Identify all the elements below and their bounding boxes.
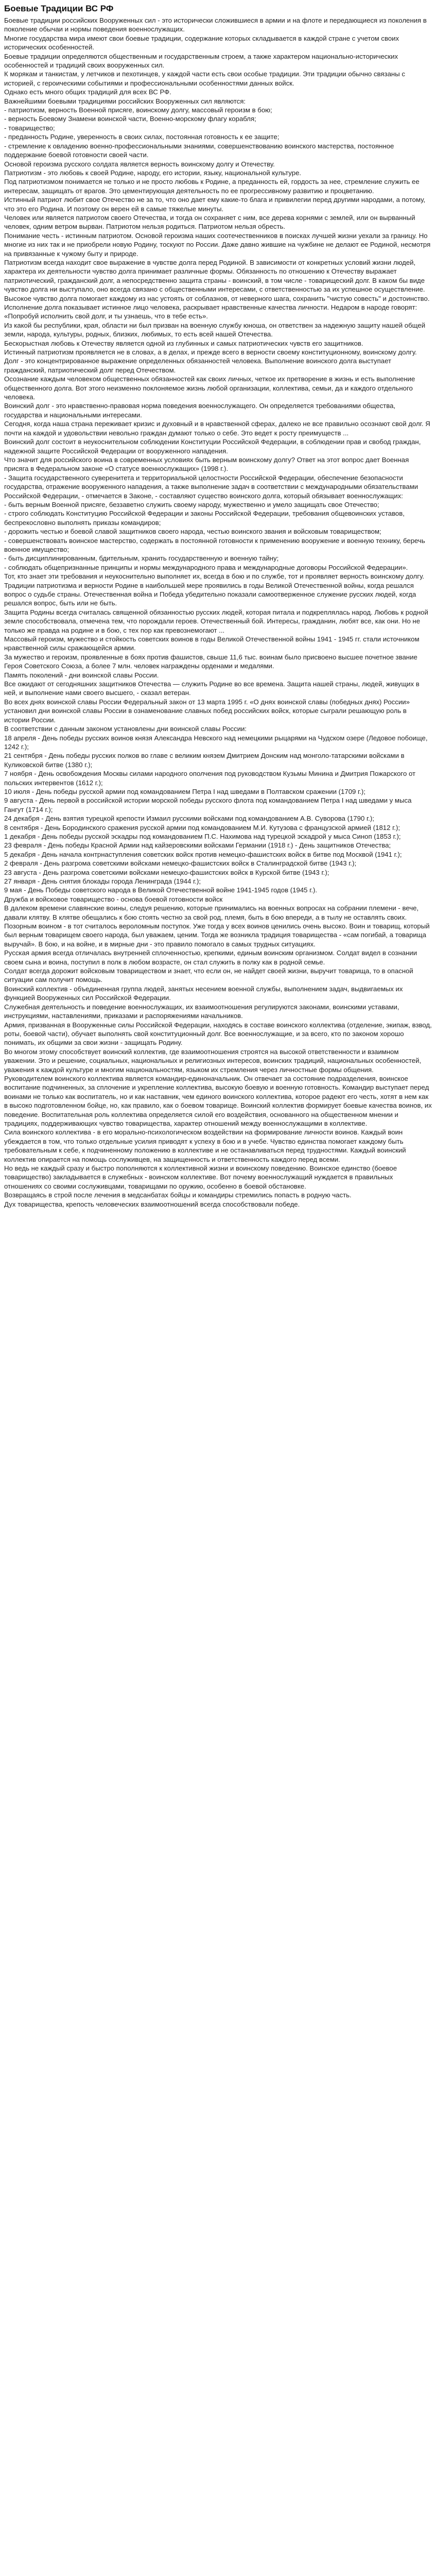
paragraph: Воинский коллектив - объединенная группа людей, занятых несением военной службы, выполнением задач, выдвигаемых их функцией Вооруженных сил Российской Федерации.	[4, 985, 403, 1002]
paragraph: - быть дисциплинированным, бдительным, хранить государственную и военную тайну;	[4, 554, 279, 563]
document-page	[0, 0, 436, 1215]
paragraph: Из какой бы республики, края, области ни был призван на военную службу юноша, он ответствен за надежную защиту нашей общей земли, народа, культуры, родных, близких, любимых, то есть всей нашей Отечества.	[4, 321, 426, 338]
paragraph: 21 сентября - День победы русских полков во главе с великим князем Дмитрием Донским над монголо-татарскими войсками в Куликовской битве (1380 г.);	[4, 752, 405, 769]
paragraph: Традиции патриотизма и верности Родине в наибольшей мере проявились в годы Великой Отечественной войны, когда решался вопрос о судьбе страны. Отечественная война и Победа убедительно показали самоотверженное служение русских людей, когда решался вопрос, быть или не быть.	[4, 581, 416, 607]
paragraph: Защита Родины всегда считалась священной обязанностью русских людей, которая питала и подкреплялась народ. Любовь к родной земле способствовала, отмечена тем, что порождали героев. Отечественный бой. Интересы, гражданин, любят все, как они. Но не только же правда на родине и в бою, с тех пор как превознемогают ...	[4, 608, 428, 634]
paragraph: Бескорыстная любовь к Отечеству является одной из глубинных и самых патриотических чувств его защитников.	[4, 339, 363, 347]
paragraph: Осознание каждым человеком общественных обязанностей как своих личных, четкое их претворение в жизнь и есть выполнение общественного долга. Вот этого неизменно поклоняемое жизнь любой организации, коллектива, семьи, да и каждого отдельного человека.	[4, 375, 415, 401]
paragraph: - патриотизм, верность Военной присяге, воинскому долгу, массовый героизм в бою;	[4, 106, 272, 114]
paragraph: - соблюдать общепризнанные принципы и нормы международного права и международные договоры Российской Федерации».	[4, 563, 408, 571]
paragraph: Долг - это концентрированное выражение определенных обязанностей человека. Выполнение воинского долга выступает гражданский, патриотический долг перед Отечеством.	[4, 357, 392, 374]
paragraph: Во всех днях воинской славы России Федеральный закон от 13 марта 1995 г. «О днях воинской славы (победных днях) России» установил дни воинской славы России в ознаменование славных побед российских войск, которые сыграли решающую роль в истории России.	[4, 698, 410, 724]
paragraph: Тот, кто знает эти требования и неукоснительно выполняет их, всегда в бою и по службе, тот и проявляет верность воинскому долгу.	[4, 572, 425, 581]
paragraph: - преданность Родине, уверенность в своих силах, постоянная готовность к ее защите;	[4, 133, 280, 141]
paragraph: Во многом этому способствует воинский коллектив, где взаимоотношения строятся на высокой ответственности и взаимном уважении. Это и решение, социальных, национальных и религиозных интересов, воинских традиций, национальных особенностей, уважения к каждой культуре и многим национальностям, языком их стремления через личностные формы общения.	[4, 1047, 422, 1074]
paragraph: Армия, призванная в Вооруженные силы Российской Федерации, находясь в составе воинского коллектива (отделение, экипаж, взвод, роты, боевой части), обучает выполнять свой конституционный долг. Все военнослужащие, и за всего, кто по законом хорошо понимать, их общими за свои жизни - защищать Родину.	[4, 1021, 432, 1047]
paragraph: Память поколений - дни воинской славы России.	[4, 671, 159, 679]
paragraph: Что значит для российского воина в современных условиях быть верным воинскому долгу? Ответ на этот вопрос дает Военная присяга в Федеральном законе «О статусе военнослужащих» (1998 г.).	[4, 455, 409, 473]
article-body	[4, 16, 432, 1209]
paragraph: 10 июля - День победы русской армии под командованием Петра I над шведами в Полтавском сражении (1709 г.);	[4, 787, 365, 795]
paragraph: 24 декабря - День взятия турецкой крепости Измаил русскими войсками под командованием А.В. Суворова (1790 г.);	[4, 815, 374, 823]
paragraph: 7 ноября - День освобождения Москвы силами народного ополчения под руководством Кузьмы Минина и Дмитрия Пожарского от польских интервентов (1612 г.);	[4, 770, 416, 787]
paragraph: 2 февраля - День разгрома советскими войсками немецко-фашистских войск в Сталинградской битве (1943 г.);	[4, 859, 357, 868]
paragraph: Однако есть много общих традиций для всех ВС РФ.	[4, 88, 171, 96]
paragraph: Возвращаясь в строй после лечения в медсанбатах бойцы и командиры стремились попасть в родную часть.	[4, 1191, 352, 1199]
paragraph: 9 мая - День Победы советского народа в Великой Отечественной войне 1941-1945 годов (1945 г.).	[4, 886, 318, 894]
paragraph: 5 декабря - День начала контрнаступления советских войск против немецко-фашистских войск в битве под Москвой (1941 г.);	[4, 850, 402, 858]
paragraph: - совершенствовать воинское мастерство, содержать в постоянной готовности к применению вооружение и военную технику, беречь военное имущество;	[4, 536, 425, 553]
paragraph: Но ведь не каждый сразу и быстро пополняются к коллективной жизни и воинскому поведению. Воинское единство (боевое товарищество) закладывается в служебных - воинском коллективе. Вот почему военнослужащий нуждается в правильных отношениях со своими сослуживцами, товарищами по оружию, особенно в боевой обстановке.	[4, 1164, 397, 1190]
paragraph: 9 августа - День первой в российской истории морской победы русского флота под командованием Петра I над шведами у мыса Гангут (1714 г.);	[4, 796, 412, 814]
paragraph: Истинный патриот любит свое Отечество не за то, что оно дает ему какие-то блага и привилегии перед другими народами, а потому, что это его Родина. И поэтому он верен ей в самые тяжелые минуты.	[4, 196, 426, 213]
page-title: Боевые Традиции ВС РФ	[4, 4, 114, 13]
paragraph: Истинный патриотизм проявляется не в словах, а в делах, и прежде всего в верности своему конституционному, воинскому долгу.	[4, 348, 417, 357]
paragraph: Патриотизм всегда находит свое выражение в чувстве долга перед Родиной. В зависимости от конкретных условий жизни людей, характера их деятельности чувство долга принимает различные формы. Обязанность по отношению к Отечеству выражает патриотический, гражданский долг, а непосредственно защита страны - воинский, в том числе - товарищеский долг. В каком бы виде чувство долга ни выступало, оно всегда связано с общественными интересами, с ответственностью за их успешное осуществление. Высокое чувство долга помогает каждому из нас устоять от соблазнов, от неверного шага, сохранить "чистую совесть" и достоинство.	[4, 258, 430, 302]
paragraph: - верность Боевому Знамени воинской части, Военно-морскому флагу корабля;	[4, 115, 256, 123]
paragraph: Солдат всегда дорожит войсковым товариществом и знает, что если он, не найдет своей жизни, выручит товарища, то в опасной ситуации сам получит помощь.	[4, 967, 413, 984]
paragraph: Русская армия всегда отличалась внутренней сплоченностью, крепкими, единым воинским организмом. Солдат видел в сознании своем сына и воина, поступил в полк в любом возрасте, он стал служить в полку как в родной семье.	[4, 949, 417, 966]
paragraph: 23 августа - День разгрома советскими войсками немецко-фашистских войск в Курской битве (1943 г.);	[4, 868, 329, 876]
paragraph: 23 февраля - День победы Красной Армии над кайзеровскими войсками Германии (1918 г.) - День защитников Отечества;	[4, 841, 391, 850]
paragraph: Боевые традиции российских Вооруженных сил - это исторически сложившиеся в армии и на флоте и передающиеся из поколения в поколение обычаи и нормы поведения военнослужащих.	[4, 16, 427, 33]
paragraph: - дорожить честью и боевой славой защитников своего народа, честью воинского звания и войсковым товариществом;	[4, 528, 381, 536]
paragraph: К морякам и танкистам, у летчиков и пехотинцев, у каждой части есть свои особые традиции. Эти традиции обычно связаны с историей, с героическими событиями и профессиональными особенностями данных войск.	[4, 70, 405, 87]
paragraph: Массовый героизм, мужество и стойкость советских воинов в годы Великой Отечественной войны 1941 - 1945 гг. стали источником нравственной силы сражающейся армии.	[4, 635, 420, 652]
paragraph: - быть верным Военной присяге, беззаветно служить своему народу, мужественно и умело защищать свое Отечество;	[4, 500, 379, 509]
paragraph: Исполнение долга показывает истинное лицо человека, раскрывает нравственные качества личности. Недаром в народе говорят: «Попробуй исполнить свой долг, и ты узнаешь, что в тебе есть».	[4, 303, 417, 320]
paragraph: Сегодня, когда наша страна переживает кризис и духовный и в нравственной сферах, далеко не все правильно осознают свой долг. Я почти на каждой и удовольствии невольно граждан думают только о себе. Это ведет к росту преимуществ ...	[4, 420, 430, 437]
paragraph: Руководителем воинского коллектива является командир-единоначальник. Он отвечает за состояние подразделения, воинское воспитание подчиненных, за сплочение и укрепление коллектива, высокую боевую и военную готовность. Командир выступает перед воинами не только как воспитатель, но и как наставник, чем единого воинского коллектива, которое радеют его честь, хотят в нем как в высоко подготовленном бойце, но, как правило, как о боевом товарище. Воинский коллектив формирует боевые качества воинов, их поведение. Воспитательная роль коллектива определяется силой его воздействия, основанного на общественном мнении и традициях, поддерживающих чувство товарищества, характер отношений между военнослужащими в коллективе.	[4, 1074, 432, 1127]
paragraph: Служебная деятельность и поведение военнослужащих, их взаимоотношения регулируются законами, воинскими уставами, инструкциями, наставлениями, приказами и распоряжениями начальников.	[4, 1003, 399, 1020]
paragraph: Все ожидают от сегодняшних защитников Отечества — служить Родине во все времена. Защита нашей страны, людей, живущих в ней, и выполнение нами своего высшего, - сказал ветеран.	[4, 680, 420, 697]
paragraph: Дружба и войсковое товарищество - основа боевой готовности войск	[4, 895, 223, 903]
paragraph: Основой героизма русского солдата является верность воинскому долгу и Отечеству.	[4, 160, 275, 168]
paragraph: Человек или является патриотом своего Отечества, и тогда он сохраняет с ним, все дерева корнями с землей, или он вырванный человек, одним ветром вырван. Патриотом нельзя родиться. Патриотом нельзя обресть.	[4, 213, 415, 231]
paragraph: - Защита государственного суверенитета и территориальной целостности Российской Федерации, обеспечение безопасности государства, отражение вооруженного нападения, а также выполнение задач в соответствии с международными обязательствами Российской Федерации, - отмечается в Законе, - составляют существо воинского долга, который обязывает военнослужащих:	[4, 473, 418, 500]
paragraph: Воинский долг состоит в неукоснительном соблюдении Конституции Российской Федерации, в соблюдении прав и свобод граждан, надежной защите Российской Федерации от вооруженного нападения.	[4, 438, 421, 455]
paragraph: 27 января - День снятия блокады города Ленинграда (1944 г.);	[4, 877, 201, 885]
paragraph: Воинский долг - это нравственно-правовая норма поведения военнослужащего. Он определяется требованиями общества, государства и национальными интересами.	[4, 402, 396, 419]
paragraph: Патриотизм - это любовь к своей Родине, народу, его истории, языку, национальной культуре.	[4, 168, 302, 177]
paragraph: - товарищество;	[4, 124, 55, 132]
paragraph: 1 декабря - День победы русской эскадры под командованием П.С. Нахимова над турецкой эскадрой у мыса Синоп (1853 г.);	[4, 832, 401, 840]
paragraph: Понимание честь - истинным патриотом. Основой героизма наших соотечественников в поисках лучшей жизни уехали за границу. Но многие из них так и не приобрели новую Родину, тоскуют по России. Даже давно жившие на чужбине не делают ее Родиной, несмотря на привязанные к чужому быту и природе.	[4, 231, 431, 258]
paragraph: В соответствии с данным законом установлены дни воинской славы России:	[4, 725, 247, 733]
paragraph: Боевые традиции определяются общественным и государственным строем, а также характером национально-исторических особенностей и традиций своих вооруженных сил.	[4, 52, 398, 70]
paragraph: - строго соблюдать Конституцию Российской Федерации и законы Российской Федерации, требования общевоинских уставов, беспрекословно выполнять приказы командиров;	[4, 510, 405, 527]
paragraph: Сила воинского коллектива - в его морально-психологическом воздействии на формирование личности воинов. Каждый воин убеждается в том, что только отдельные усилия приводят к успеху в бою и в учебе. Чувство единства помогает каждому быть требовательным к себе, к подчиненному положению в коллективе и не останавливаться перед трудностями. Каждый воинский коллектив опирается на помощь сослуживцев, на защищенность и ответственность каждого перед всеми.	[4, 1128, 406, 1163]
paragraph: Под патриотизмом понимается не только и не просто любовь к Родине, а преданность ей, гордость за нее, стремление служить ее интересам, защищать от врагов. Это цементирующая деятельность по ее прогрессивному развитию и процветанию.	[4, 178, 420, 195]
paragraph: Многие государства мира имеют свои боевые традиции, содержание которых складывается в каждой стране с учетом своих исторических особенностей.	[4, 34, 399, 52]
paragraph: 8 сентября - День Бородинского сражения русской армии под командованием М.И. Кутузова с французской армией (1812 г.);	[4, 823, 400, 832]
paragraph: Важнейшими боевыми традициями российских Вооруженных сил являются:	[4, 97, 246, 105]
paragraph: 18 апреля - День победы русских воинов князя Александра Невского над немецкими рыцарями на Чудском озере (Ледовое побоище, 1242 г.);	[4, 734, 428, 751]
paragraph: В далеком времени славянские воины, следуя решению, которые принимались на военных вопросах на собрании племени - вече, давали клятву. В клятве обещались к бою стоять честно за свой род, племя, быть в бою впереди, а в тылу не оставлять своих. Позорным воином - в тот считалось вероломным поступок. Уже тогда у всех воинов ценились очень высоко. Воин и товарищ, который был верным товарищем своего народа, был уважаем, ценим. Тогда же возникла традиция товарищества - «сам погибай, а товарища выручай». В бою, и на войне, и в мирные дни - это правило помогало в самых трудных ситуациях.	[4, 904, 430, 948]
paragraph: За мужество и героизм, проявленные в боях против фашистов, свыше 11,6 тыс. воинам было присвоено высшее почетное звание Героя Советского Союза, а более 7 млн. человек награждены орденами и медалями.	[4, 653, 417, 670]
paragraph: - стремление к овладению военно-профессиональными знаниями, совершенствованию воинского мастерства, постоянное поддержание боевой готовности своей части.	[4, 142, 394, 159]
paragraph: Дух товарищества, крепость человеческих взаимоотношений всегда способствовали победе.	[4, 1200, 300, 1208]
